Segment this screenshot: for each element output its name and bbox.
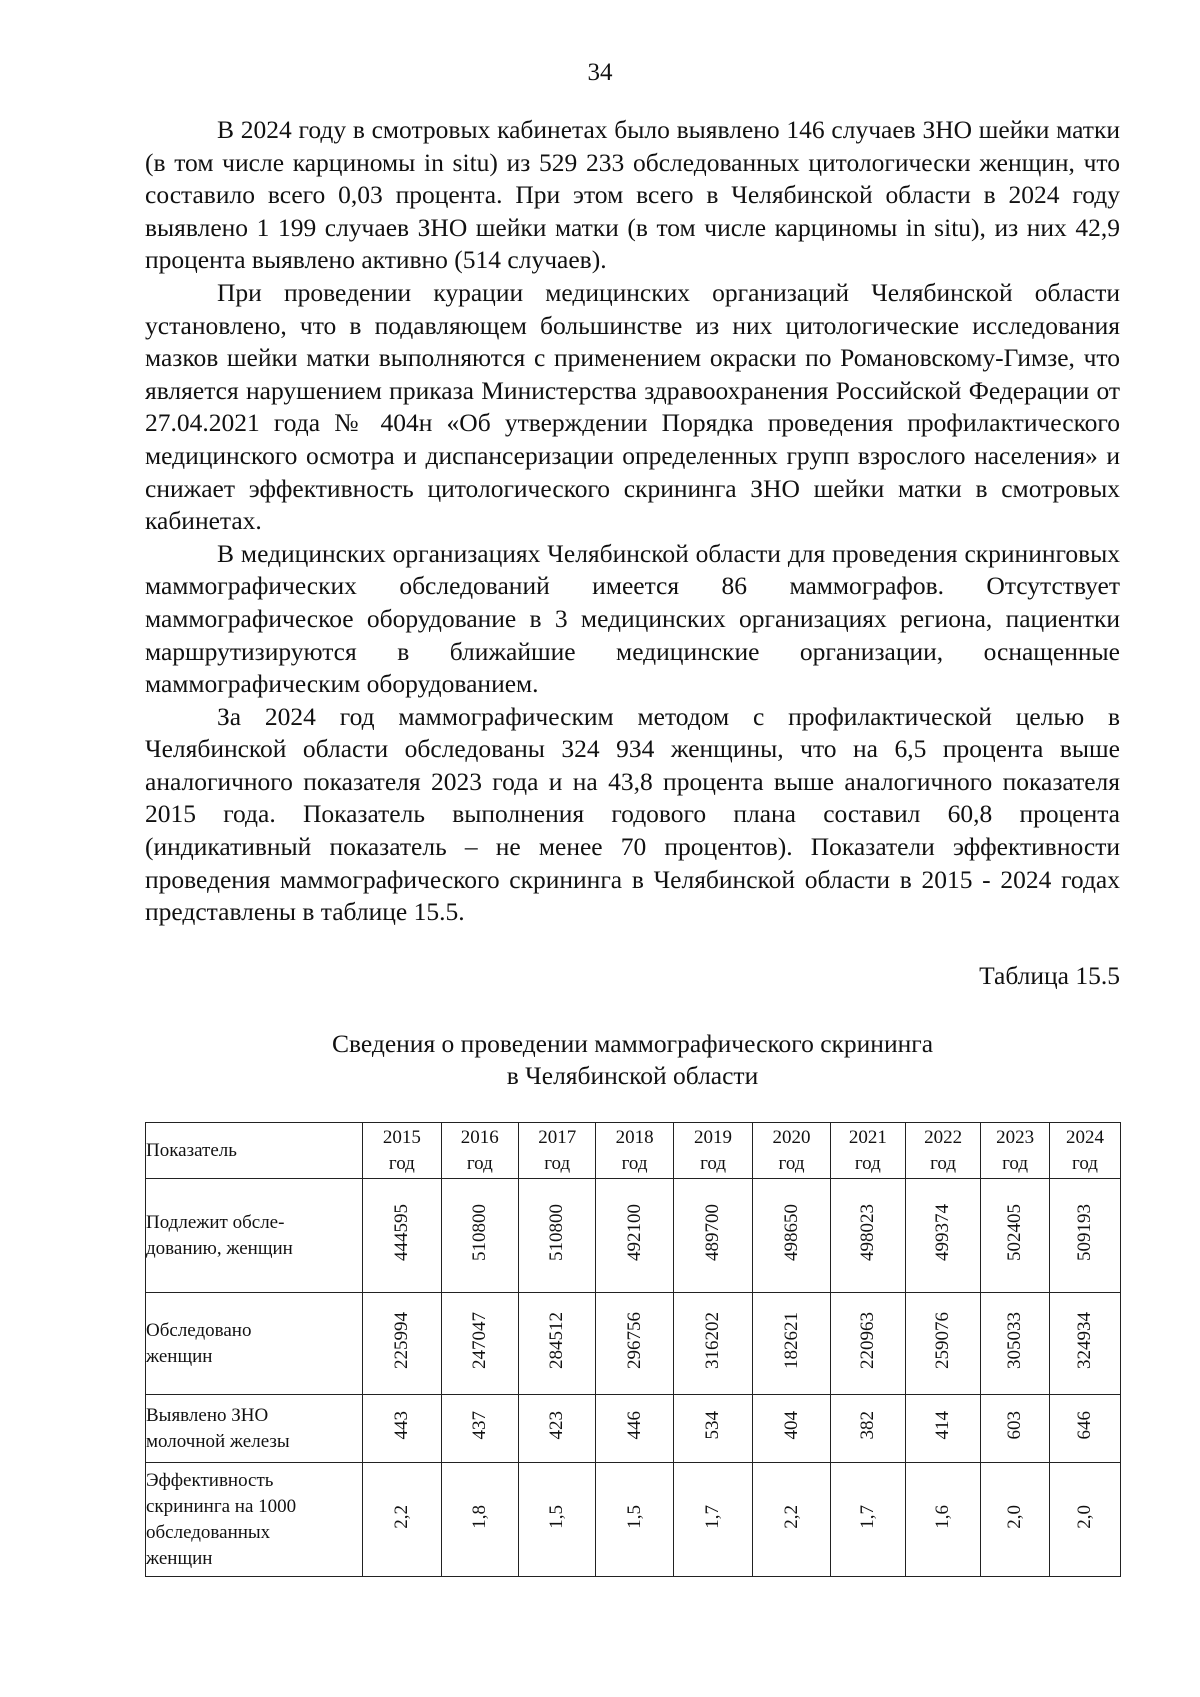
table-row <box>146 1395 1121 1463</box>
table-cell <box>596 1179 673 1293</box>
cell-value: 498023 <box>856 1204 878 1261</box>
row-label-line: обследованных <box>146 1521 271 1543</box>
page-number: 34 <box>587 59 613 86</box>
row-label-line: дованию, женщин <box>146 1237 293 1259</box>
year-header <box>830 1123 905 1179</box>
paragraph: При проведении курации медицинских организаций Челябинской области установлено, что в подавляющем большинстве из них цитологические исследования мазков шейки матки выполняются с применением окраски по Романовскому-Гимзе, что является нарушением приказа Министерства здравоохранения Российской Федерации от 27.04.2021 года № 404н «Об утверждении Порядка проведения профилактического медицинского осмотра и диспансеризации определенных групп взрослого населения» и снижает эффективность цитологического скрининга ЗНО шейки матки в смотровых кабинетах. <box>145 277 1120 536</box>
cell-value: 1,6 <box>932 1504 954 1529</box>
cell-value: 498650 <box>780 1204 802 1261</box>
cell-value: 259076 <box>932 1312 954 1369</box>
cell-value: 182621 <box>780 1312 802 1369</box>
cell-value: 284512 <box>546 1312 568 1369</box>
table-cell <box>441 1179 518 1293</box>
row-label-line: женщин <box>146 1547 213 1569</box>
row-label-line: скрининга на 1000 <box>146 1495 297 1517</box>
year-unit: год <box>1072 1152 1098 1174</box>
table-cell <box>673 1463 753 1577</box>
cell-value: 603 <box>1004 1411 1026 1440</box>
year-header <box>441 1123 518 1179</box>
row-label <box>146 1293 363 1395</box>
year-header <box>596 1123 673 1179</box>
table-header-row <box>146 1123 1121 1179</box>
cell-value: 1,5 <box>623 1504 645 1529</box>
table-cell <box>363 1293 441 1395</box>
paragraph: В 2024 году в смотровых кабинетах было выявлено 146 случаев ЗНО шейки матки (в том числе карциномы in situ) из 529 233 обследованных цитологически женщин, что составило всего 0,03 процента. При этом всего в Челябинской области в 2024 году выявлено 1 199 случаев ЗНО шейки матки (в том числе карциномы in situ), из них 42,9 процента выявлено активно (514 случаев). <box>145 115 1120 275</box>
table-cell <box>981 1463 1050 1577</box>
year-header <box>753 1123 830 1179</box>
cell-value: 2,0 <box>1004 1504 1026 1529</box>
cell-value: 444595 <box>390 1204 412 1261</box>
table-cell <box>596 1293 673 1395</box>
table-cell <box>673 1293 753 1395</box>
cell-value: 509193 <box>1073 1204 1095 1261</box>
row-label-line: Обследовано <box>146 1319 252 1341</box>
cell-value: 1,7 <box>856 1504 878 1529</box>
cell-value: 423 <box>546 1411 568 1440</box>
table-cell <box>981 1395 1050 1463</box>
cell-value: 404 <box>780 1411 802 1440</box>
table-cell <box>830 1463 905 1577</box>
table-cell <box>519 1293 596 1395</box>
table-cell <box>981 1179 1050 1293</box>
year-header <box>363 1123 441 1179</box>
year-header <box>981 1123 1050 1179</box>
table-cell <box>905 1293 980 1395</box>
table-label: Таблица 15.5 <box>979 961 1120 990</box>
cell-value: 443 <box>390 1411 412 1440</box>
table-cell <box>441 1395 518 1463</box>
cell-value: 316202 <box>702 1312 724 1369</box>
year-value: 2023 <box>996 1126 1035 1148</box>
header-label: Показатель <box>146 1123 363 1179</box>
year-unit: год <box>778 1152 805 1174</box>
row-label <box>146 1463 363 1577</box>
table-cell <box>753 1293 830 1395</box>
cell-value: 2,2 <box>390 1504 412 1529</box>
year-value: 2020 <box>772 1126 811 1148</box>
year-value: 2017 <box>538 1126 577 1148</box>
table-cell <box>905 1463 980 1577</box>
year-value: 2015 <box>382 1126 421 1148</box>
table-cell <box>363 1395 441 1463</box>
year-unit: год <box>466 1152 493 1174</box>
year-unit: год <box>621 1152 648 1174</box>
year-unit: год <box>930 1152 957 1174</box>
year-unit: год <box>700 1152 727 1174</box>
cell-value: 1,7 <box>702 1504 724 1529</box>
cell-value: 220963 <box>856 1312 878 1369</box>
year-header <box>1049 1123 1120 1179</box>
year-value: 2018 <box>615 1126 654 1148</box>
year-value: 2016 <box>460 1126 499 1148</box>
cell-value: 2,2 <box>780 1504 802 1529</box>
cell-value: 1,5 <box>546 1504 568 1529</box>
cell-value: 499374 <box>932 1204 954 1261</box>
table-cell <box>363 1463 441 1577</box>
row-label-line: Подлежит обсле- <box>146 1211 285 1233</box>
table-cell <box>1049 1293 1120 1395</box>
table-cell <box>596 1395 673 1463</box>
year-unit: год <box>1002 1152 1029 1174</box>
row-label-line: Эффективность <box>146 1469 274 1491</box>
table-cell <box>830 1395 905 1463</box>
row-label-line: женщин <box>146 1345 213 1367</box>
table-cell <box>1049 1395 1120 1463</box>
cell-value: 324934 <box>1073 1312 1095 1369</box>
year-value: 2024 <box>1065 1126 1104 1148</box>
row-label <box>146 1179 363 1293</box>
cell-value: 296756 <box>623 1312 645 1369</box>
year-value: 2021 <box>848 1126 887 1148</box>
table-cell <box>905 1179 980 1293</box>
year-unit: год <box>854 1152 881 1174</box>
table-title <box>145 1028 1120 1092</box>
year-value: 2022 <box>924 1126 963 1148</box>
row-label <box>146 1395 363 1463</box>
table-cell <box>363 1179 441 1293</box>
cell-value: 225994 <box>390 1312 412 1369</box>
table-cell <box>753 1395 830 1463</box>
paragraph: В медицинских организациях Челябинской области для проведения скрининговых маммографических обследований имеется 86 маммографов. Отсутствует маммографическое оборудование в 3 медицинских организациях региона, пациентки маршрутизируются в ближайшие медицинские организации, оснащенные маммографическим оборудованием. <box>145 538 1120 699</box>
cell-value: 446 <box>623 1411 645 1440</box>
cell-value: 489700 <box>702 1204 724 1261</box>
cell-value: 437 <box>468 1411 490 1440</box>
table-row <box>146 1293 1121 1395</box>
cell-value: 534 <box>702 1411 724 1440</box>
table-row <box>146 1463 1121 1577</box>
screening-table <box>145 1122 1121 1577</box>
row-label-line: молочной железы <box>146 1430 290 1452</box>
cell-value: 510800 <box>468 1204 490 1261</box>
table-cell <box>1049 1463 1120 1577</box>
cell-value: 510800 <box>546 1204 568 1261</box>
year-header <box>519 1123 596 1179</box>
table-cell <box>441 1293 518 1395</box>
cell-value: 1,8 <box>468 1504 490 1529</box>
table-row <box>146 1179 1121 1293</box>
table-cell <box>673 1395 753 1463</box>
year-header <box>673 1123 753 1179</box>
table-cell <box>905 1395 980 1463</box>
year-unit: год <box>544 1152 571 1174</box>
table-cell <box>519 1463 596 1577</box>
cell-value: 502405 <box>1004 1204 1026 1261</box>
table-cell <box>830 1179 905 1293</box>
table-cell <box>441 1463 518 1577</box>
cell-value: 492100 <box>623 1204 645 1261</box>
cell-value: 2,0 <box>1073 1504 1095 1529</box>
cell-value: 382 <box>856 1411 878 1440</box>
row-label-line: Выявлено ЗНО <box>146 1404 269 1426</box>
year-header <box>905 1123 980 1179</box>
table-title-line: в Челябинской области <box>506 1061 759 1090</box>
year-unit: год <box>388 1152 415 1174</box>
year-value: 2019 <box>694 1126 733 1148</box>
table-cell <box>673 1179 753 1293</box>
table-cell <box>753 1463 830 1577</box>
table-cell <box>1049 1179 1120 1293</box>
table-cell <box>753 1179 830 1293</box>
table-cell <box>519 1179 596 1293</box>
cell-value: 247047 <box>468 1312 490 1369</box>
table-cell <box>830 1293 905 1395</box>
cell-value: 414 <box>932 1411 954 1440</box>
paragraph: За 2024 год маммографическим методом с профилактической целью в Челябинской области обследованы 324 934 женщины, что на 6,5 процента выше аналогичного показателя 2023 года и на 43,8 процента выше аналогичного показателя 2015 года. Показатель выполнения годового плана составил 60,8 процента (индикативный показатель – не менее 70 процентов). Показатели эффективности проведения маммографического скрининга в Челябинской области в 2015 - 2024 годах представлены в таблице 15.5. <box>145 701 1120 927</box>
cell-value: 646 <box>1073 1411 1095 1440</box>
table-cell <box>519 1395 596 1463</box>
table-cell <box>596 1463 673 1577</box>
body-text <box>145 114 1120 929</box>
table-cell <box>981 1293 1050 1395</box>
cell-value: 305033 <box>1004 1312 1026 1369</box>
table-title-line: Сведения о проведении маммографического скрининга <box>331 1029 934 1058</box>
